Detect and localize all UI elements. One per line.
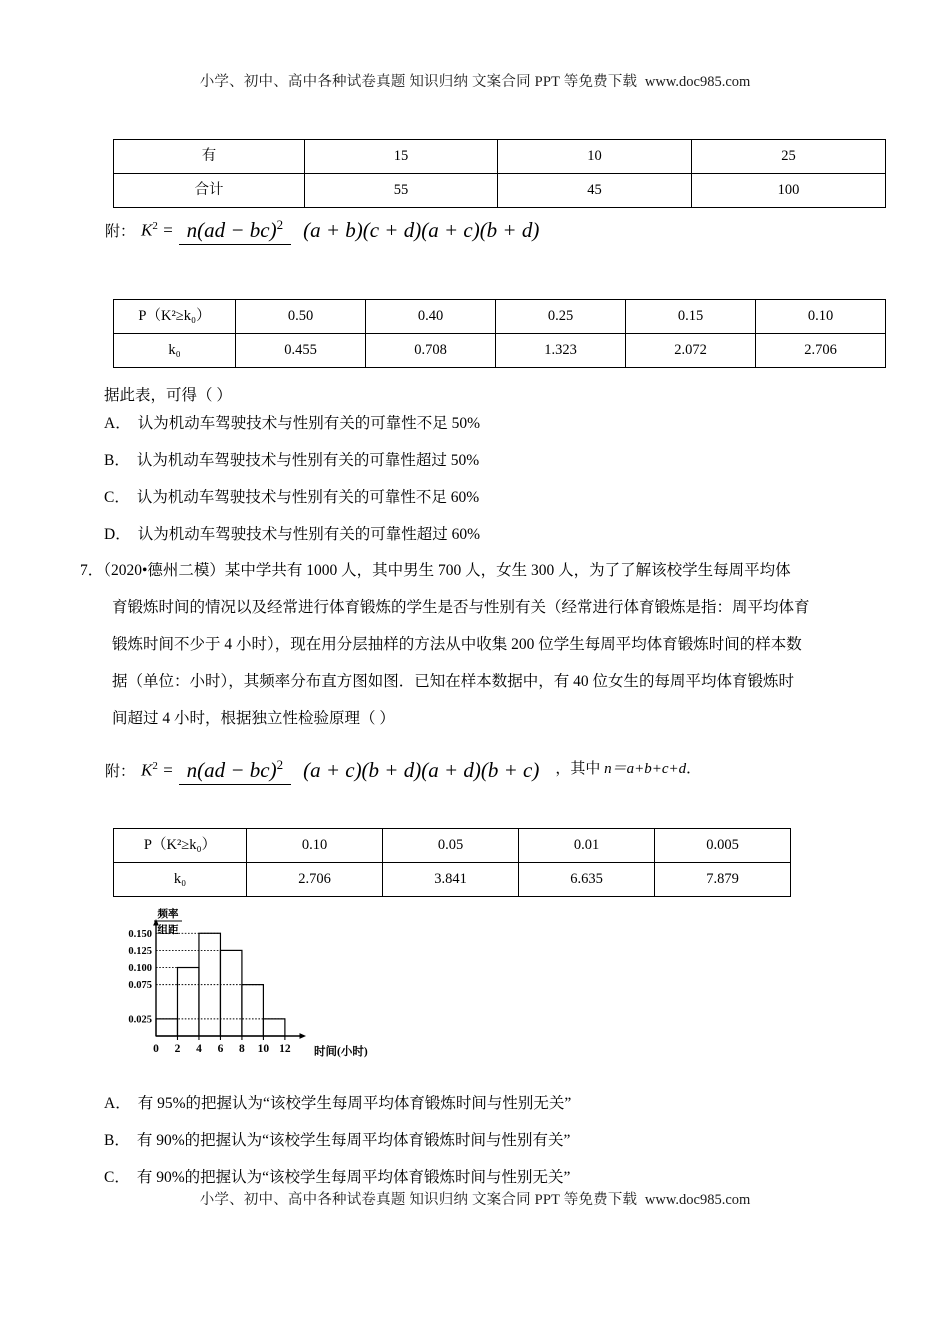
formula-1-label: 附： (105, 223, 136, 240)
question-7-line-4: 间超过 4 小时，根据独立性检验原理（ ） (112, 710, 395, 727)
watermark-footer-url: www.doc985.com (644, 1192, 751, 1208)
critical2-row-0-v2: 0.01 (519, 829, 655, 863)
choice-d-q6-text: 认为机动车驾驶技术与性别有关的可靠性超过 60% (137, 526, 480, 543)
x-tick-label: 8 (239, 1043, 245, 1055)
formula-1-lhs: $K^2$ = (141, 219, 174, 240)
summary-row-0-c1: 15 (305, 140, 498, 174)
choice-d-q6[interactable] (104, 524, 480, 546)
histogram-bar (263, 1019, 284, 1036)
critical1-row-1-v0: 0.455 (236, 334, 366, 368)
x-axis-arrow (300, 1033, 307, 1039)
critical2-row-0-v1: 0.05 (383, 829, 519, 863)
y-axis-label-denominator: 组距 (157, 925, 179, 936)
choice-b-q6-marker: B． (104, 452, 130, 469)
x-tick-label: 12 (279, 1043, 291, 1055)
y-axis-label-numerator: 频率 (157, 909, 179, 920)
question-7-stem (80, 552, 875, 737)
prompt-line: 据此表，可得（ ） (104, 387, 232, 404)
critical1-row-0-v1: 0.40 (366, 300, 496, 334)
choice-b-q6-text: 认为机动车驾驶技术与性别有关的可靠性超过 50% (136, 452, 480, 469)
critical2-row-1-v0: 2.706 (247, 863, 383, 897)
choice-a-q7-text: 有 95%的把握认为“该校学生每周平均体育锻炼时间与性别无关” (137, 1095, 572, 1112)
y-tick-label: 0.125 (128, 945, 152, 957)
histogram-x-ticks (153, 1036, 291, 1055)
critical1-row-0-v2: 0.25 (496, 300, 626, 334)
choice-b-q7-text: 有 90%的把握认为“该校学生每周平均体育锻炼时间与性别有关” (136, 1132, 571, 1149)
critical2-row-0-v3: 0.005 (655, 829, 791, 863)
choice-c-q6-text: 认为机动车驾驶技术与性别有关的可靠性不足 60% (136, 489, 480, 506)
choice-b-q7-marker: B． (104, 1132, 130, 1149)
summary-row-1-label: 合计 (114, 174, 305, 208)
table-row (114, 140, 886, 174)
y-tick-label: 0.025 (128, 1014, 152, 1026)
critical1-row-0-v3: 0.15 (626, 300, 756, 334)
question-7-line-1: 育锻炼时间的情况以及经常进行体育锻炼的学生是否与性别有关（经常进行体育锻炼是指：周平均体育 (112, 599, 810, 616)
critical1-row-1-v4: 2.706 (756, 334, 886, 368)
summary-row-1-c1: 55 (305, 174, 498, 208)
choice-a-q7-marker: A． (104, 1095, 131, 1112)
formula-2-denominator: (a + c)(b + d)(a + d)(b + c) (303, 758, 540, 783)
watermark-header-url: www.doc985.com (644, 74, 751, 90)
choice-c-q6-marker: C． (104, 489, 130, 506)
choice-b-q6[interactable] (104, 450, 479, 472)
table-row (114, 300, 886, 334)
summary-row-0-c2: 10 (498, 140, 692, 174)
frequency-histogram (118, 905, 368, 1070)
table-row (114, 334, 886, 368)
x-tick-label: 6 (217, 1043, 224, 1055)
choice-c-q7-marker: C． (104, 1169, 130, 1186)
critical1-row-0-v4: 0.10 (756, 300, 886, 334)
chi-square-formula-2 (105, 757, 701, 784)
x-axis-label: 时间(小时) (314, 1046, 368, 1058)
y-tick-label: 0.075 (128, 980, 152, 992)
critical2-row-0-label: P（K²≥k₀） (114, 829, 247, 863)
summary-row-1-c3: 100 (692, 174, 886, 208)
critical1-row-1-v1: 0.708 (366, 334, 496, 368)
x-tick-label: 0 (153, 1043, 159, 1055)
histogram-bar (156, 1019, 177, 1036)
critical-value-table-2 (113, 828, 791, 897)
histogram-y-axis-label (154, 907, 182, 936)
x-tick-label: 10 (257, 1043, 270, 1055)
critical1-row-0-label: P（K²≥k₀） (114, 300, 236, 334)
choice-b-q7[interactable] (104, 1130, 570, 1152)
critical2-row-1-v1: 3.841 (383, 863, 519, 897)
watermark-footer-text: 小学、初中、高中各种试卷真题 知识归纳 文案合同 PPT 等免费下载 (199, 1192, 638, 1208)
histogram-y-ticks (128, 929, 152, 1026)
summary-row-0-c3: 25 (692, 140, 886, 174)
formula-1-fraction (179, 218, 548, 242)
choice-c-q6[interactable] (104, 487, 479, 509)
table-row (114, 174, 886, 208)
watermark-header-text: 小学、初中、高中各种试卷真题 知识归纳 文案合同 PPT 等免费下载 (199, 74, 638, 90)
choice-c-q7-text: 有 90%的把握认为“该校学生每周平均体育锻炼时间与性别无关” (136, 1169, 571, 1186)
question-7-line-0: 7．（2020•德州二模）某中学共有 1000 人，其中男生 700 人，女生 300 人，为了了解该校学生每周平均体 (80, 562, 791, 579)
chi-square-formula-1 (105, 218, 547, 242)
y-tick-label: 0.150 (128, 928, 152, 940)
critical1-row-1-v3: 2.072 (626, 334, 756, 368)
histogram-bar (177, 968, 198, 1036)
critical1-row-1-v2: 1.323 (496, 334, 626, 368)
summary-row-0-label: 有 (114, 140, 305, 174)
formula-1-numerator: n(ad − bc)$^2$ (179, 218, 291, 245)
critical2-row-1-label: k₀ (114, 863, 247, 897)
question-7-line-3: 据（单位：小时），其频率分布直方图如图．已知在样本数据中，有 40 位女生的每周平均体育锻炼时 (112, 673, 795, 690)
x-tick-label: 4 (196, 1043, 202, 1055)
watermark-header (0, 70, 950, 91)
question-7-line-2: 锻炼时间不少于 4 小时），现在用分层抽样的方法从中收集 200 位学生每周平均体育锻炼时间的样本数 (112, 636, 802, 653)
choice-a-q6[interactable] (104, 413, 480, 435)
histogram-bar (242, 985, 263, 1036)
x-tick-label: 2 (174, 1043, 181, 1055)
critical-value-table-1 (113, 299, 886, 368)
choice-a-q6-marker: A． (104, 415, 131, 432)
summary-row-1-c2: 45 (498, 174, 692, 208)
formula-2-numerator: n(ad − bc)$^2$ (179, 758, 291, 785)
critical1-row-0-v0: 0.50 (236, 300, 366, 334)
formula-1-denominator: (a + b)(c + d)(a + c)(b + d) (303, 218, 540, 242)
choice-a-q6-text: 认为机动车驾驶技术与性别有关的可靠性不足 50% (137, 415, 480, 432)
critical2-row-0-v0: 0.10 (247, 829, 383, 863)
choice-c-q7[interactable] (104, 1167, 570, 1189)
critical2-row-1-v2: 6.635 (519, 863, 655, 897)
formula-2-lhs: $K^2$ = (141, 760, 174, 780)
formula-2-note: ，其中 n＝a+b+c+d． (555, 761, 702, 777)
table-row (114, 829, 791, 863)
histogram-svg (118, 905, 368, 1070)
choice-a-q7[interactable] (104, 1093, 571, 1115)
y-tick-label: 0.100 (128, 963, 152, 975)
choice-d-q6-marker: D． (104, 526, 131, 543)
histogram-bar (220, 950, 241, 1036)
critical2-row-1-v3: 7.879 (655, 863, 791, 897)
formula-2-label: 附： (105, 764, 136, 780)
watermark-footer (0, 1188, 950, 1209)
critical1-row-1-label: k₀ (114, 334, 236, 368)
formula-2-fraction (179, 758, 548, 782)
summary-table (113, 139, 886, 208)
table-row (114, 863, 791, 897)
